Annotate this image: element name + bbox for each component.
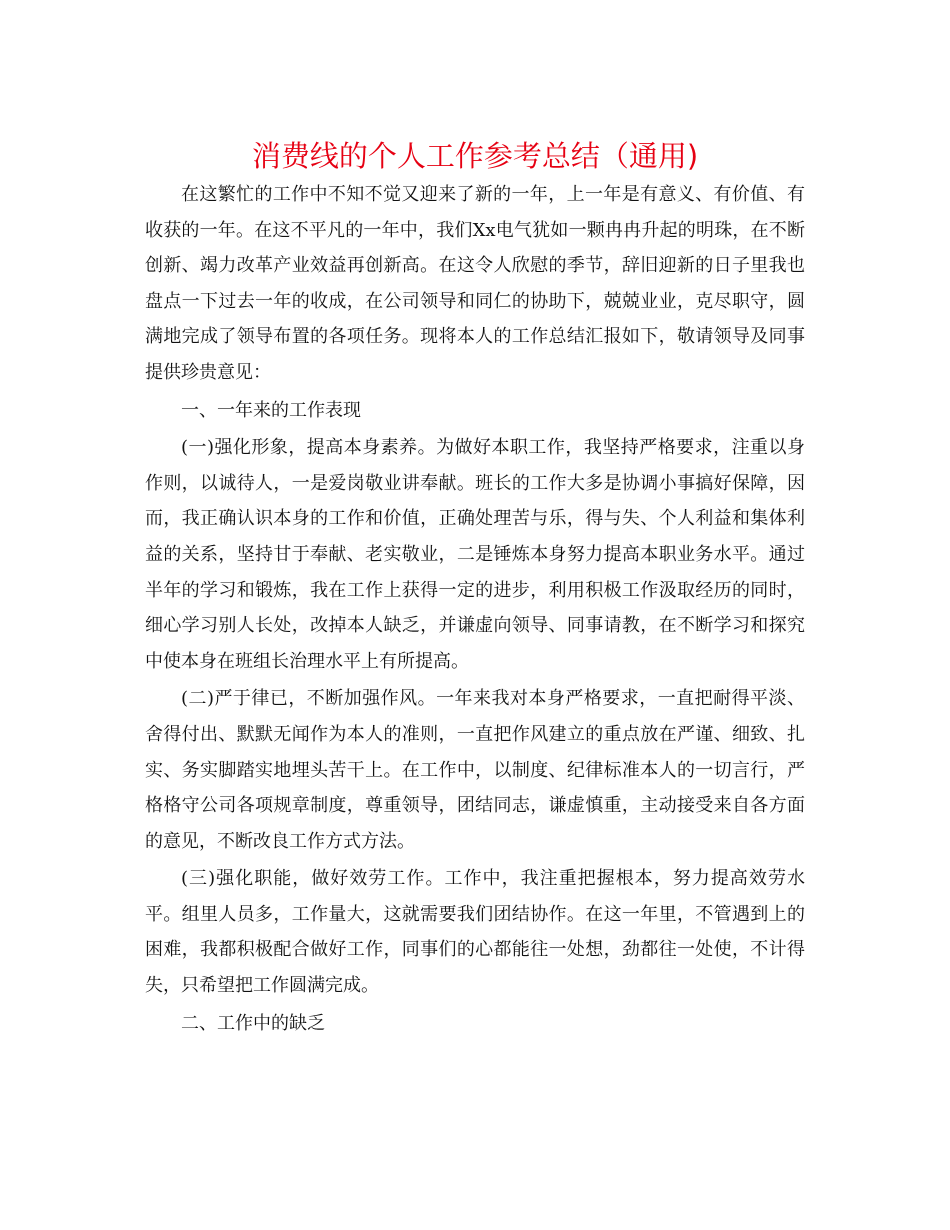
document-body bbox=[145, 177, 805, 1041]
paragraph-item-1: (一)强化形象，提高本身素养。为做好本职工作，我坚持严格要求，注重以身作则，以诚待人，一是爱岗敬业讲奉献。班长的工作大多是协调小事搞好保障，因而，我正确认识本身的工作和价值，正确处理苦与乐，得与失、个人利益和集体利益的关系，坚持甘于奉献、老实敬业，二是锤炼本身努力提高本职业务水平。通过半年的学习和锻炼，我在工作上获得一定的进步，利用积极工作汲取经历的同时，细心学习别人长处，改掉本人缺乏，并谦虚向领导、同事请教，在不断学习和探究中使本身在班组长治理水平上有所提高。 bbox=[145, 437, 805, 672]
paragraph-item-2: (二)严于律已，不断加强作风。一年来我对本身严格要求，一直把耐得平淡、舍得付出、默默无闻作为本人的准则，一直把作风建立的重点放在严谨、细致、扎实、务实脚踏实地埋头苦干上。在工作中，以制度、纪律标准本人的一切言行，严格格守公司各项规章制度，尊重领导，团结同志，谦虚慎重，主动接受来自各方面的意见，不断改良工作方式方法。 bbox=[145, 688, 805, 852]
document-title: 消费线的个人工作参考总结（通用) bbox=[251, 139, 699, 173]
section-heading-2: 二、工作中的缺乏 bbox=[181, 1012, 325, 1034]
section-heading-1: 一、一年来的工作表现 bbox=[181, 399, 361, 421]
paragraph-intro: 在这繁忙的工作中不知不觉又迎来了新的一年，上一年是有意义、有价值、有收获的一年。在这不平凡的一年中，我们Xx电气犹如一颗冉冉升起的明珠，在不断创新、竭力改革产业效益再创新高。在这令人欣慰的季节，辞旧迎新的日子里我也盘点一下过去一年的收成，在公司领导和同仁的协助下，兢兢业业，克尽职守，圆满地完成了领导布置的各项任务。现将本人的工作总结汇报如下，敬请领导及同事提供珍贵意见： bbox=[145, 184, 805, 383]
paragraph-item-3: (三)强化职能，做好效劳工作。工作中，我注重把握根本，努力提高效劳水平。组里人员多，工作量大，这就需要我们团结协作。在这一年里，不管遇到上的困难，我都积极配合做好工作，同事们的心都能往一处想，劲都往一处使，不计得失，只希望把工作圆满完成。 bbox=[145, 868, 805, 997]
